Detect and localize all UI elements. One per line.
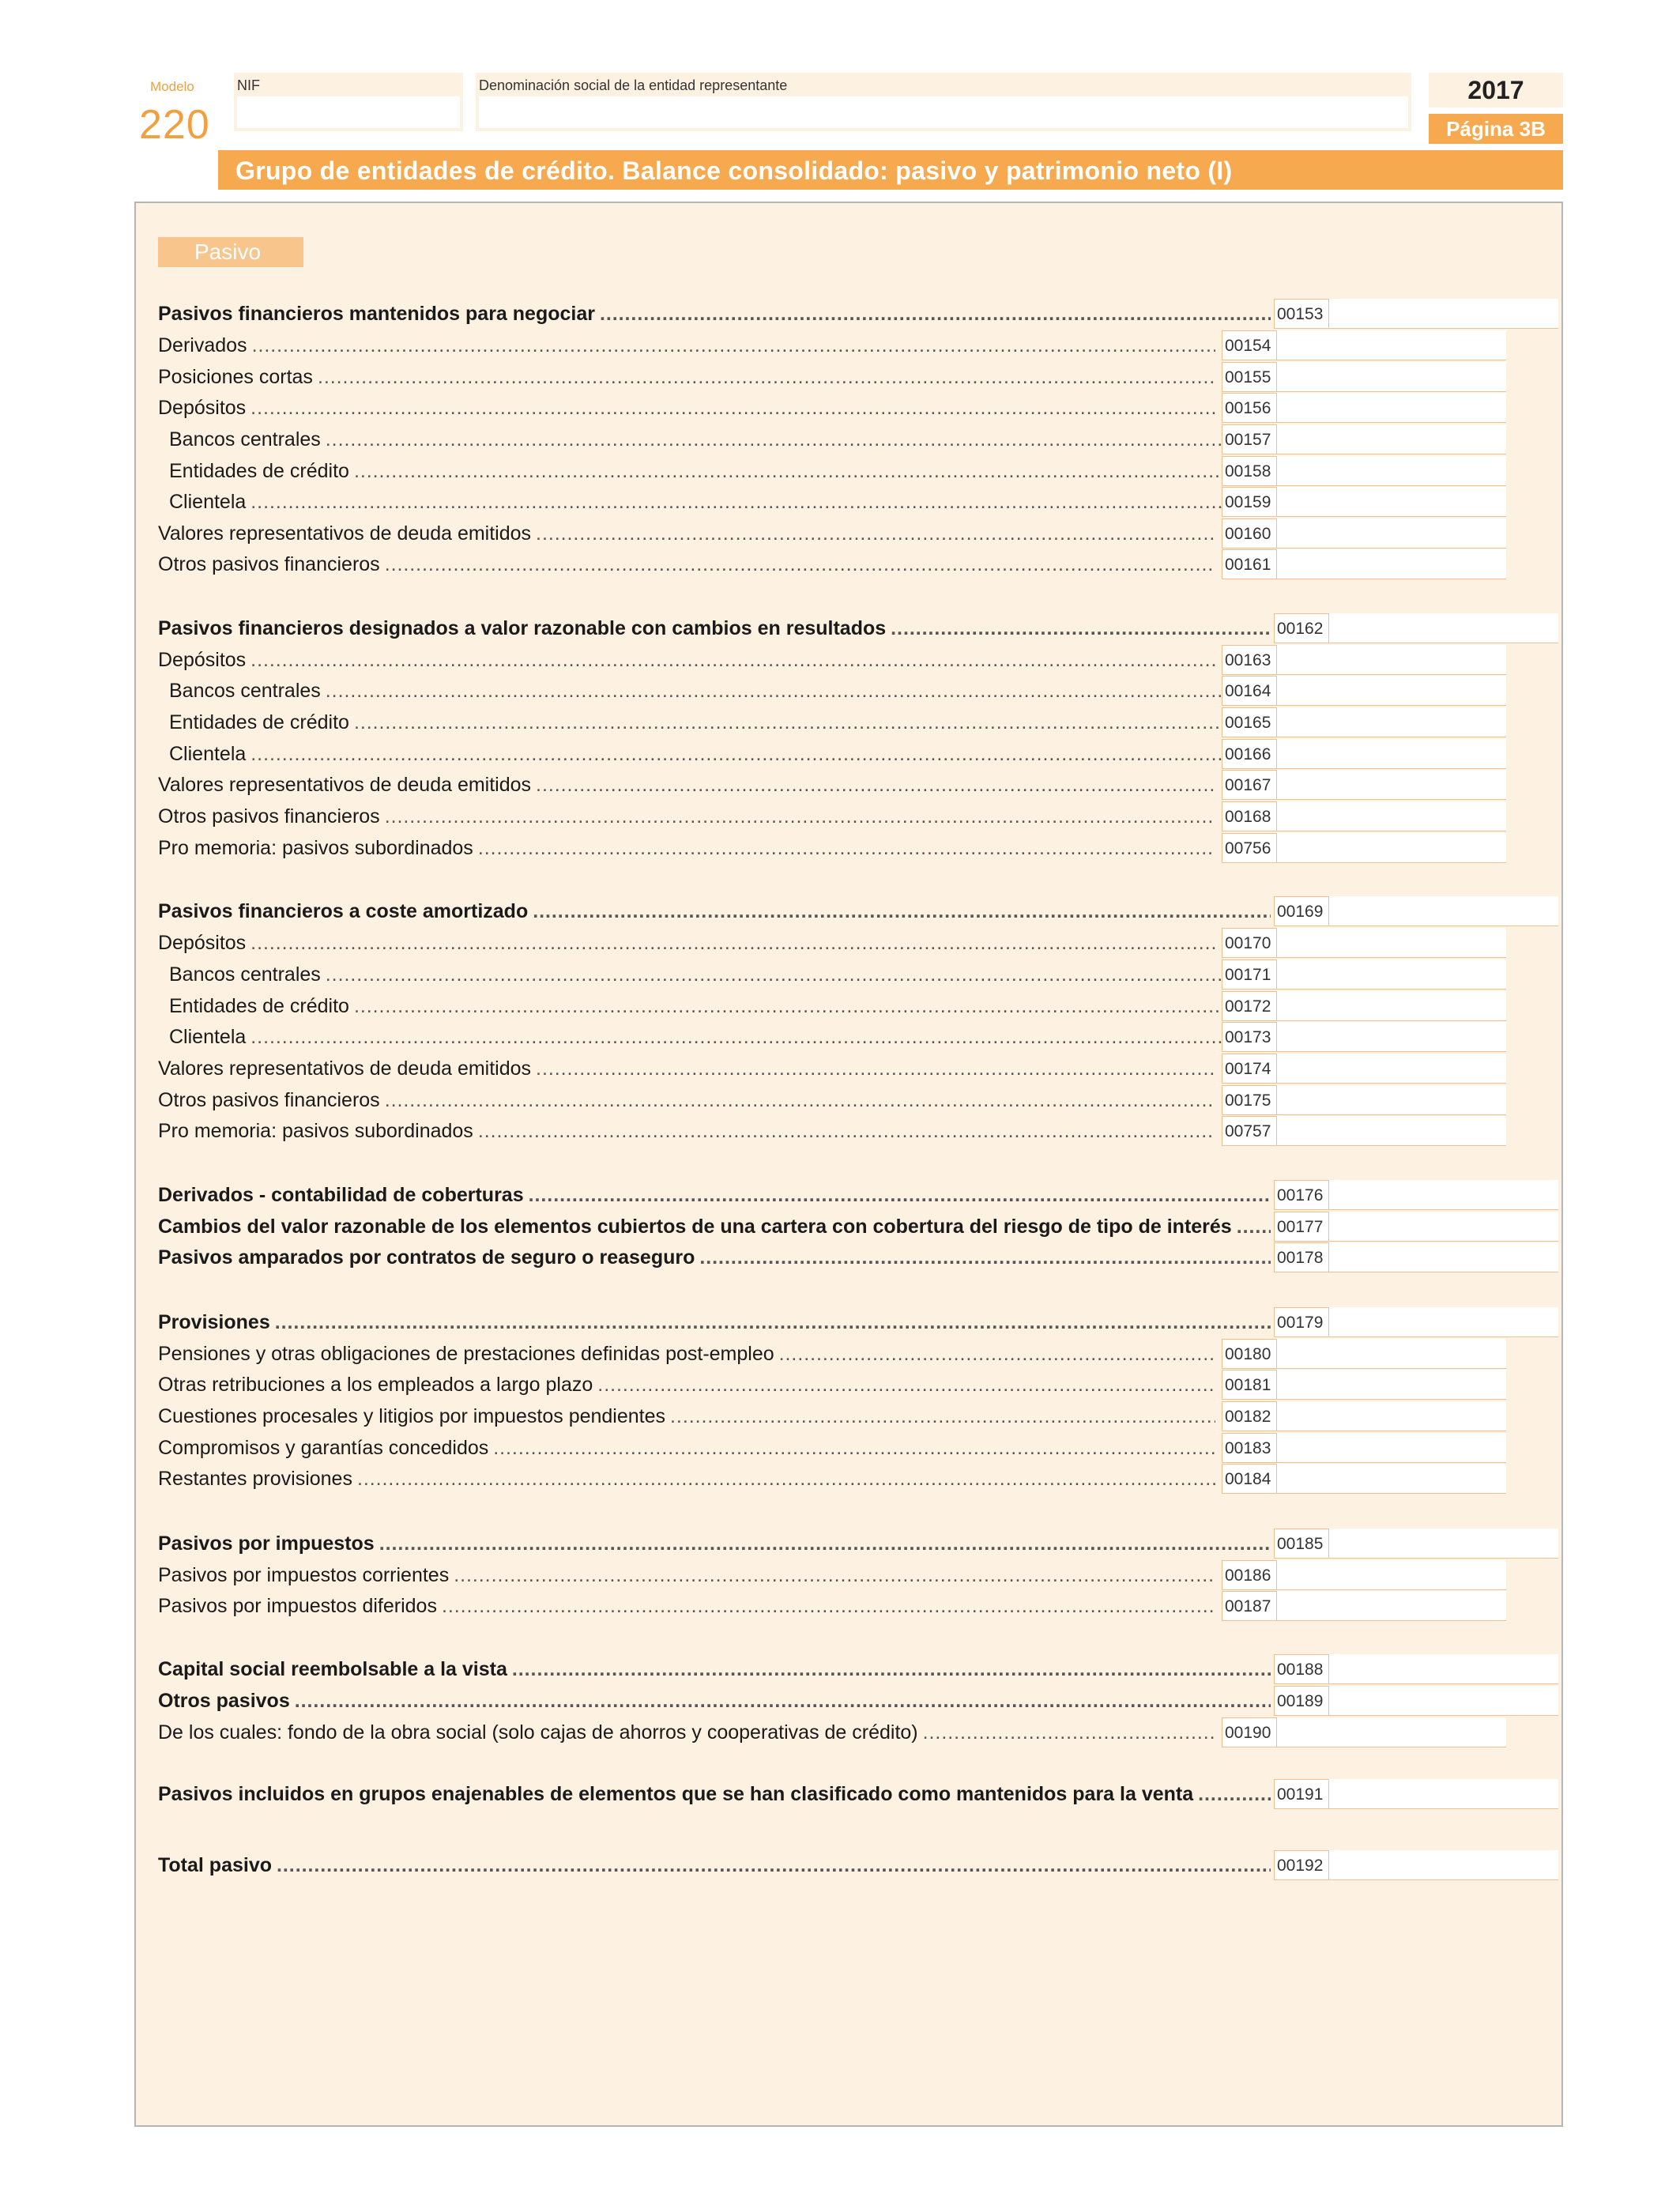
form-row-00174 (158, 1054, 1543, 1084)
row-label (158, 1212, 1271, 1242)
value-field-00187[interactable] (1277, 1591, 1506, 1621)
value-field-00154[interactable] (1277, 330, 1506, 360)
row-label-text: Total pasivo (158, 1854, 277, 1876)
row-label-text: De los cuales: fondo de la obra social (solo cajas de ahorros y cooperativas de crédito) (158, 1721, 923, 1744)
row-code: 00179 (1274, 1307, 1329, 1337)
value-field-00175[interactable] (1277, 1085, 1506, 1115)
page-label: Página 3B (1429, 114, 1563, 144)
value-field-00162[interactable] (1329, 613, 1558, 643)
row-label (158, 833, 1215, 863)
form-row-00186 (158, 1560, 1543, 1590)
form-row-00154 (158, 330, 1543, 360)
row-label (158, 299, 1271, 329)
row-label-text: Clientela (169, 491, 250, 513)
row-code: 00163 (1222, 645, 1277, 675)
row-label (158, 1116, 1215, 1146)
row-label (158, 1054, 1215, 1084)
row-code: 00157 (1222, 424, 1277, 454)
value-field-00170[interactable] (1277, 928, 1506, 958)
row-label-text: Pasivos incluidos en grupos enajenables de elementos que se han clasificado como mantenidos para la venta (158, 1783, 1198, 1805)
row-code: 00164 (1222, 676, 1277, 706)
value-field-00160[interactable] (1277, 518, 1506, 548)
row-label (158, 1180, 1271, 1210)
row-label-text: Valores representativos de deuda emitidos (158, 774, 536, 796)
value-field-00168[interactable] (1277, 801, 1506, 831)
row-label (158, 1370, 1215, 1400)
value-field-00166[interactable] (1277, 739, 1506, 769)
row-code: 00184 (1222, 1464, 1277, 1494)
section-tag-pasivo: Pasivo (158, 237, 303, 267)
form-row-00165 (158, 707, 1543, 737)
row-code: 00180 (1222, 1339, 1277, 1369)
row-code: 00186 (1222, 1560, 1277, 1590)
form-row-00156 (158, 393, 1543, 423)
row-label-text: Entidades de crédito (169, 711, 354, 733)
row-label (158, 1339, 1215, 1369)
form-row-00181 (158, 1370, 1543, 1400)
row-label-text: Pasivos por impuestos (158, 1532, 379, 1555)
row-label (158, 1560, 1215, 1590)
value-field-00167[interactable] (1277, 770, 1506, 800)
row-label (158, 393, 1215, 423)
row-label (158, 1242, 1271, 1272)
form-row-00157 (158, 424, 1543, 454)
row-label-text: Cuestiones procesales y litigios por impuestos pendientes (158, 1405, 670, 1427)
value-field-00180[interactable] (1277, 1339, 1506, 1369)
title-bar (218, 150, 1563, 190)
row-label-text: Entidades de crédito (169, 460, 354, 482)
value-field-00163[interactable] (1277, 645, 1506, 675)
value-field-00161[interactable] (1277, 549, 1506, 579)
row-label-text: Pasivos por impuestos diferidos (158, 1595, 442, 1617)
form-row-00172 (158, 991, 1543, 1021)
row-label (158, 991, 1226, 1021)
form-row-00176 (158, 1180, 1543, 1210)
row-code: 00177 (1274, 1212, 1329, 1242)
form-row-00182 (158, 1401, 1543, 1431)
row-label-text: Capital social reembolsable a la vista (158, 1658, 512, 1680)
row-code: 00158 (1222, 456, 1277, 486)
row-label-text: Valores representativos de deuda emitidos (158, 522, 536, 545)
row-label (158, 770, 1215, 800)
row-label-text: Compromisos y garantías concedidos (158, 1437, 493, 1459)
form-row-00160 (158, 518, 1543, 548)
form-row-00178 (158, 1242, 1543, 1272)
row-label (158, 1779, 1271, 1809)
denominacion-block (476, 73, 1411, 131)
row-label-text: Otros pasivos financieros (158, 1089, 385, 1111)
value-field-00183[interactable] (1277, 1433, 1506, 1463)
row-code: 00154 (1222, 330, 1277, 360)
row-label-text: Clientela (169, 1026, 250, 1048)
row-code: 00178 (1274, 1242, 1329, 1272)
value-field-00174[interactable] (1277, 1054, 1506, 1084)
row-label (158, 928, 1215, 958)
form-row-00189 (158, 1686, 1543, 1716)
modelo-label: Modelo (150, 79, 194, 94)
value-field-00171[interactable] (1277, 959, 1506, 990)
value-field-00156[interactable] (1277, 393, 1506, 423)
row-code: 00188 (1274, 1654, 1329, 1684)
value-field-00186[interactable] (1277, 1560, 1506, 1590)
row-label-text: Clientela (169, 743, 250, 765)
value-field-00153[interactable] (1329, 299, 1558, 329)
form-row-00163 (158, 645, 1543, 675)
form-row-00192 (158, 1850, 1543, 1880)
row-code: 00182 (1222, 1401, 1277, 1431)
row-label-text: Depósitos (158, 649, 250, 671)
row-label (158, 1654, 1271, 1684)
row-code: 00166 (1222, 739, 1277, 769)
row-label (158, 959, 1226, 990)
form-row-00168 (158, 801, 1543, 831)
row-label-text: Depósitos (158, 932, 250, 954)
row-code: 00155 (1222, 362, 1277, 392)
form-row-00153 (158, 299, 1543, 329)
year: 2017 (1467, 76, 1524, 104)
row-label (158, 518, 1215, 548)
value-field-00184[interactable] (1277, 1464, 1506, 1494)
form-row-00155 (158, 362, 1543, 392)
row-code: 00168 (1222, 801, 1277, 831)
row-label (158, 613, 1271, 643)
row-code: 00189 (1274, 1686, 1329, 1716)
form-row-00175 (158, 1085, 1543, 1115)
row-code: 00159 (1222, 487, 1277, 517)
row-label-text: Entidades de crédito (169, 995, 354, 1017)
form-row-00162 (158, 613, 1543, 643)
row-code: 00192 (1274, 1850, 1329, 1880)
form-row-00158 (158, 456, 1543, 486)
form-row-00167 (158, 770, 1543, 800)
value-field-00756[interactable] (1277, 833, 1506, 863)
row-label (158, 1433, 1215, 1463)
form-row-00179 (158, 1307, 1543, 1337)
row-label-text: Pasivos amparados por contratos de seguro o reaseguro (158, 1246, 699, 1269)
form-row-00164 (158, 676, 1543, 706)
row-code: 00756 (1222, 833, 1277, 863)
row-label (158, 1529, 1271, 1559)
value-field-00159[interactable] (1277, 487, 1506, 517)
row-label (158, 1717, 1215, 1747)
row-label (158, 1686, 1271, 1716)
denominacion-label: Denominación social de la entidad representante (479, 77, 788, 93)
row-label-text: Otros pasivos financieros (158, 553, 385, 575)
row-code: 00185 (1274, 1529, 1329, 1559)
row-code: 00165 (1222, 707, 1277, 737)
value-field-00177[interactable] (1329, 1212, 1558, 1242)
nif-input[interactable] (237, 96, 460, 128)
row-label-text: Bancos centrales (169, 680, 326, 702)
row-label-text: Pro memoria: pasivos subordinados (158, 1120, 478, 1142)
denominacion-input[interactable] (479, 96, 1408, 128)
form-row-00183 (158, 1433, 1543, 1463)
row-code: 00183 (1222, 1433, 1277, 1463)
form-row-00757 (158, 1116, 1543, 1146)
row-label-text: Restantes provisiones (158, 1468, 357, 1490)
value-field-00190[interactable] (1277, 1717, 1506, 1747)
row-code: 00175 (1222, 1085, 1277, 1115)
row-code: 00156 (1222, 393, 1277, 423)
row-label (158, 1850, 1271, 1880)
row-label (158, 549, 1215, 579)
year-block (1429, 73, 1563, 107)
row-label (158, 1464, 1215, 1494)
row-label (158, 645, 1215, 675)
row-label (158, 676, 1226, 706)
row-code: 00153 (1274, 299, 1329, 329)
row-code: 00173 (1222, 1022, 1277, 1052)
value-field-00155[interactable] (1277, 362, 1506, 392)
form-row-00171 (158, 959, 1543, 990)
value-field-00157[interactable] (1277, 424, 1506, 454)
form-row-00180 (158, 1339, 1543, 1369)
row-label-text: Pensiones y otras obligaciones de prestaciones definidas post-empleo (158, 1343, 779, 1365)
value-field-00158[interactable] (1277, 456, 1506, 486)
row-label-text: Pasivos por impuestos corrientes (158, 1564, 454, 1586)
value-field-00185[interactable] (1329, 1529, 1558, 1559)
row-label (158, 487, 1226, 517)
row-label-text: Otras retribuciones a los empleados a largo plazo (158, 1374, 597, 1396)
row-label (158, 1085, 1215, 1115)
form-row-00166 (158, 739, 1543, 769)
row-code: 00187 (1222, 1591, 1277, 1621)
form-row-00170 (158, 928, 1543, 958)
row-code: 00160 (1222, 518, 1277, 548)
form-row-00184 (158, 1464, 1543, 1494)
row-label-text: Provisiones (158, 1311, 275, 1333)
row-code: 00161 (1222, 549, 1277, 579)
row-label (158, 330, 1215, 360)
row-code: 00181 (1222, 1370, 1277, 1400)
row-code: 00170 (1222, 928, 1277, 958)
row-label-text: Bancos centrales (169, 428, 326, 450)
form-row-00188 (158, 1654, 1543, 1684)
row-code: 00167 (1222, 770, 1277, 800)
row-label-text: Pasivos financieros a coste amortizado (158, 900, 533, 922)
row-label (158, 362, 1215, 392)
value-field-00179[interactable] (1329, 1307, 1558, 1337)
value-field-00172[interactable] (1277, 991, 1506, 1021)
row-code: 00174 (1222, 1054, 1277, 1084)
row-label-text: Depósitos (158, 397, 250, 419)
row-label-text: Otros pasivos (158, 1690, 295, 1712)
row-label-text: Derivados (158, 334, 252, 356)
row-label (158, 456, 1226, 486)
value-field-00189[interactable] (1329, 1686, 1558, 1716)
row-label-text: Pro memoria: pasivos subordinados (158, 837, 478, 859)
value-field-00191[interactable] (1329, 1779, 1558, 1809)
row-label-text: Bancos centrales (169, 963, 326, 986)
row-label-text: Cambios del valor razonable de los elementos cubiertos de una cartera con cobertura del riesgo de tipo de interés (158, 1216, 1237, 1238)
row-label (158, 1022, 1226, 1052)
form-row-00169 (158, 896, 1543, 926)
row-code: 00757 (1222, 1116, 1277, 1146)
row-label-text: Pasivos financieros mantenidos para negociar (158, 303, 600, 325)
value-field-00181[interactable] (1277, 1370, 1506, 1400)
row-code: 00162 (1274, 613, 1329, 643)
row-label (158, 801, 1215, 831)
row-label (158, 1307, 1271, 1337)
row-label (158, 1591, 1215, 1621)
form-row-00177 (158, 1212, 1543, 1242)
row-label (158, 1401, 1215, 1431)
row-code: 00171 (1222, 959, 1277, 990)
row-label-text: Posiciones cortas (158, 366, 318, 388)
value-field-00757[interactable] (1277, 1116, 1506, 1146)
row-code: 00190 (1222, 1717, 1277, 1747)
form-row-00185 (158, 1529, 1543, 1559)
form-row-00191 (158, 1779, 1543, 1809)
value-field-00192[interactable] (1329, 1850, 1558, 1880)
row-label (158, 424, 1226, 454)
value-field-00169[interactable] (1329, 896, 1558, 926)
form-row-00187 (158, 1591, 1543, 1621)
form-row-00173 (158, 1022, 1543, 1052)
row-code: 00191 (1274, 1779, 1329, 1809)
row-label (158, 896, 1271, 926)
nif-block (234, 73, 463, 131)
row-label (158, 707, 1226, 737)
value-field-00176[interactable] (1329, 1180, 1558, 1210)
row-label-text: Otros pasivos financieros (158, 805, 385, 827)
form-row-00756 (158, 833, 1543, 863)
row-label-text: Valores representativos de deuda emitidos (158, 1057, 536, 1080)
value-field-00173[interactable] (1277, 1022, 1506, 1052)
nif-label: NIF (237, 77, 260, 93)
page-title: Grupo de entidades de crédito. Balance consolidado: pasivo y patrimonio neto (I) (235, 156, 1233, 185)
row-label-text: Pasivos financieros designados a valor razonable con cambios en resultados (158, 617, 891, 639)
row-code: 00169 (1274, 896, 1329, 926)
value-field-00165[interactable] (1277, 707, 1506, 737)
value-field-00164[interactable] (1277, 676, 1506, 706)
value-field-00178[interactable] (1329, 1242, 1558, 1272)
value-field-00188[interactable] (1329, 1654, 1558, 1684)
modelo-number: 220 (139, 102, 210, 148)
form-row-00161 (158, 549, 1543, 579)
row-code: 00172 (1222, 991, 1277, 1021)
form-row-00190 (158, 1717, 1543, 1747)
value-field-00182[interactable] (1277, 1401, 1506, 1431)
row-label (158, 739, 1226, 769)
form-row-00159 (158, 487, 1543, 517)
row-code: 00176 (1274, 1180, 1329, 1210)
row-label-text: Derivados - contabilidad de coberturas (158, 1184, 529, 1206)
